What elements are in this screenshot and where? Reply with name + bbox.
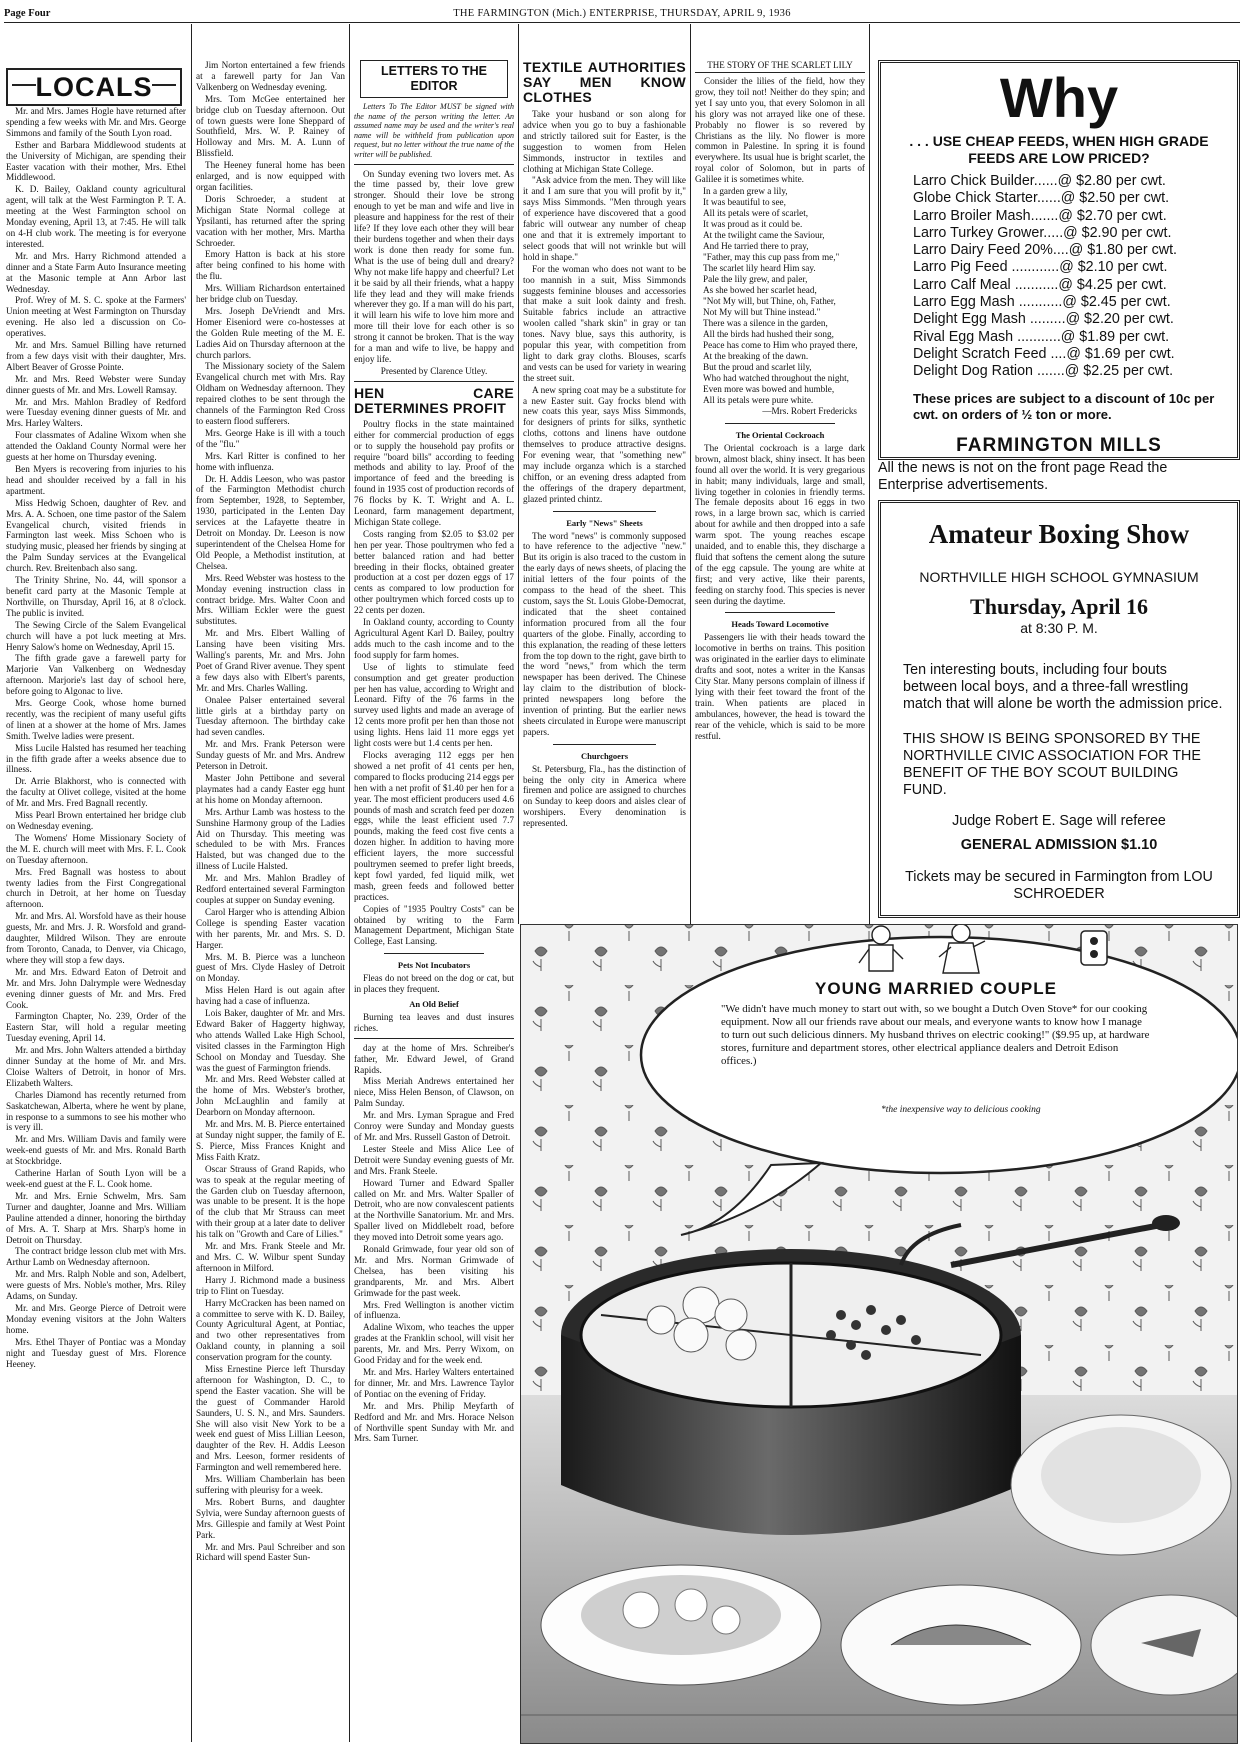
dutch-oven-ad (520, 924, 1238, 1744)
paragraph: Mr. and Mrs. Harley Walters entertained for dinner, Mr. and Mrs. Lawrence Taylor of Pontiac on the evening of Friday. (354, 1367, 514, 1399)
paragraph: Miss Hedwig Schoen, daughter of Rev. and Mrs. A. A. Schoen, one time pastor of the Salem Evangelical church, visited friends in Farmington last week. Miss Schoen who is studying music, pleased her friends by singing at the Palm Sunday services at the Evangelical church. Rev. Breitenbach also sang. (6, 497, 186, 574)
paragraph: Mr. and Mrs. George Pierce of Detroit were Monday evening visitors at the John Walters home. (6, 1302, 186, 1335)
poem-line: At the breaking of the dawn. (703, 351, 809, 362)
paragraph: Copies of "1935 Poultry Costs" can be obtained by writing to the Farm Management Department, Michigan State College, East Lansing. (354, 903, 514, 947)
page-header (4, 6, 1240, 23)
oven-ad-quote: "We didn't have much money to start out with, so we bought a Dutch Oven Stove* for our cooking equipment. Now all our friends rave about our meals, and everyone wants to know how I manage to turn out such delicious dinners. My husband thrives on electric cooking!" ($9.95 up, at hardware stores, furniture and department stores, other electrical appliance dealers and Detroit Edison offices.) (721, 1003, 1150, 1067)
paragraph: Jim Norton entertained a few friends at a farewell party for Jan Van Valkenberg on Wednesday evening. (196, 60, 345, 92)
paragraph: Mr. and Mrs. Philip Meyfarth of Redford and Mr. and Mrs. Horace Nelson of Northville spent Sunday with Mr. and Mrs. Sam Turner. (354, 1400, 514, 1444)
locals-banner (6, 68, 182, 106)
paragraph: Mrs. Tom McGee entertained her bridge club on Tuesday afternoon. Out of town guests were Ione Sheppard of Southfield, Mrs. W. P. Rainey of Holloway and Mrs. M. A. Lunn of Blissfield. (196, 93, 345, 159)
price-item: Globe Chick Starter......@ $2.50 per cwt. (913, 190, 1170, 207)
divider (354, 381, 514, 382)
boxing-tickets: Tickets may be secured in Farmington from LOU SCHROEDER (905, 869, 1213, 902)
paragraph: Farmington Chapter, No. 239, Order of the Eastern Star, will hold a regular meeting Tuesday evening, April 14. (6, 1011, 186, 1044)
paragraph: Charles Diamond has recently returned from Saskatchewan, Alberta, where he went by plane, in response to a summons to see his mother who is very ill. (6, 1089, 186, 1133)
paragraph: Howard Turner and Edward Spaller called on Mr. and Mrs. Walter Spaller of Detroit, who are now convalescent patients at the Northville Sanatorium. Mr. and Mrs. Spaller lived on Middlebelt road, before they moved into Detroit some years ago. (354, 1177, 514, 1243)
paragraph: Onalee Palser entertained several little girls at a birthday party on Tuesday afternoon. The birthday cake had seven candles. (196, 694, 345, 738)
paragraph: Carol Harger who is attending Albion College is spending Easter vacation with her parents, Mr. and Mrs. S. D. Harger. (196, 906, 345, 950)
belief-subhead: An Old Belief (409, 999, 459, 1009)
lily-poem (703, 186, 865, 406)
electric-plug-icon (1081, 931, 1107, 965)
ad-title: Why (999, 66, 1119, 129)
belief-text: Burning tea leaves and dust insures riches. (354, 1011, 514, 1033)
paragraph: Mr. and Mrs. Reed Webster called at the home of Mrs. Webster's brother, John McLaughlin and family at Dearborn on Monday afternoon. (196, 1074, 345, 1118)
hen-care-body (354, 419, 514, 948)
poem-line: "Not My will, but Thine, oh, Father, (703, 296, 836, 307)
textile-heading: TEXTILE AUTHORITIES SAY MEN KNOW CLOTHES (523, 60, 686, 105)
boxing-venue: NORTHVILLE HIGH SCHOOL GYMNASIUM (919, 569, 1199, 585)
poem-line: "Father, may this cup pass from me," (703, 252, 840, 263)
poem-line: Even more was bowed and humble, (703, 384, 835, 395)
paragraph: On Sunday evening two lovers met. As the time passed by, their love grew stronger. Should their love be strong enough to yet be man and wife and live in pleasure and happiness for the rest of their life? If they love each other they will bear their burdens together and when their days work is done then ready for some fun. What is the use of being dull and dreary? Why not make life happy and cheerful? Let it be said by all their friends, what a happy life they lead and they will make friends wherever they go. If a man will do his part, it will learn his wife to love him more and more till their love for each other is so strong it cannot be broken. That is the way for a man and wife to live, be happy and enjoy life. (354, 168, 514, 364)
paragraph: Miss Helen Hard is out again after having had a case of influenza. (196, 985, 345, 1007)
lily-author: —Mrs. Robert Fredericks (762, 406, 857, 417)
paragraph: Mr. and Mrs. William Davis and family were week-end guests of Mr. and Mrs. Ronald Barth at Stockbridge. (6, 1134, 186, 1167)
discount-note: These prices are subject to a discount of 10c per cwt. on orders of ½ ton or more. (913, 390, 1215, 422)
paragraph: The Sewing Circle of the Salem Evangelical church will have a pot luck meeting at Mrs. Henry Salow's home on Wednesday, April 15. (6, 619, 186, 652)
paragraph: Esther and Barbara Middlewood students at the University of Michigan, are spending their Easter vacation with their mother, Mrs. Ethel Middlewood. (6, 139, 186, 183)
paragraph: A new spring coat may be a substitute for a new Easter suit. Gay frocks blend with new coats this year, says Miss Simmonds, for designers of prints for silks, synthetic cloths, cottons and linens have outdone themselves to produce attractive designs. For evening wear, that "something new" may include organza which is a starched chiffon, or an evening dress adapted from the offerings of the drapery department, glazed printed chintz. (523, 384, 686, 504)
paragraph: Mr. and Mrs. Frank Peterson were Sunday guests of Mr. and Mrs. Andrew Peterson in Detroit. (196, 739, 345, 772)
poem-line: The scarlet lily heard Him say. (703, 263, 816, 274)
price-item: Delight Dog Ration .......@ $2.25 per cwt. (913, 363, 1174, 380)
paragraph: Mr. and Mrs. Lyman Sprague and Fred Conroy were Sunday and Monday guests of Mr. and Mrs. Russell Gaston of Detroit. (354, 1110, 514, 1142)
farmington-mills-ad (878, 60, 1240, 460)
locomotive-subhead: Heads Toward Locomotive (731, 619, 829, 630)
page-number: Page Four (4, 8, 51, 19)
paragraph: Mrs. William Chamberlain has been suffering with pleurisy for a week. (196, 1474, 345, 1495)
price-list (913, 173, 1223, 381)
paragraph: The Missionary society of the Salem Evangelical church met with Mrs. Ray Oldham on Wednesday afternoon. They repaired clothes to be sent through the channels of the Farmington Red Cross to eastern flood sufferers. (196, 361, 345, 426)
paragraph: Mr. and Mrs. Elbert Walling of Lansing have been visiting Mrs. Walling's parents, Mr. and Mrs. John Poet of Grand River avenue. They spent a few days also with Elbert's parents, Mr. and Mrs. Charles Walling. (196, 628, 345, 693)
paragraph: Mr. and Mrs. Frank Steele and Mr. and Mrs. C. W. Wilbur spent Sunday afternoon in Milford. (196, 1241, 345, 1273)
poem-line: At the twilight came the Saviour, (703, 230, 825, 241)
paragraph: The Heeney funeral home has been enlarged, and is now equipped with organ facilities. (196, 160, 345, 192)
paragraph: Costs ranging from $2.05 to $3.02 per hen per year. Those poultrymen who fed a better balanced ration and had better breeding in their flocks, obtained greater production at a cost per dozen eggs of 17 cents as compared to low production for other poultrymen which forced costs up to 22 cents per dozen. (354, 528, 514, 616)
paragraph: Poultry flocks in the state maintained either for commercial production of eggs or to supply the household pay profits or require "board bills" according to feeding methods and ability to lay. Proof of the importance of feed and the breeding is found in 1935 cost of production records of 76 flocks by K. T. Wright and A. L. Leonard, farm management department, Michigan State college. (354, 418, 514, 527)
paragraph: Ronald Grimwade, four year old son of Mr. and Mrs. Norman Grimwade of Chelsea, has been visiting his grandparents, Mr. and Mrs. Albert Grimwade for the past week. (354, 1244, 514, 1298)
paragraph: Mrs. M. B. Pierce was a luncheon guest of Mrs. Clyde Hasley of Detroit on Monday. (196, 951, 345, 984)
paragraph: Mr. and Mrs. M. B. Pierce entertained at Sunday night supper, the family of E. S. Pierce, Miss Frances Knight and Miss Faith Kratz. (196, 1119, 345, 1162)
paragraph: Mrs. George Hake is ill with a touch of the "flu." (196, 427, 345, 449)
poem-line: Peace has come to Him who prayed there, (703, 340, 858, 351)
pets-subhead: Pets Not Incubators (397, 960, 471, 971)
paragraph: Mrs. Robert Burns, and daughter Sylvia, were Sunday afternoon guests of Mrs. Gillespie and family at West Point Park. (196, 1496, 345, 1540)
locals-continued (354, 1043, 514, 1445)
paragraph: Harry McCracken has been named on a committee to serve with K. D. Bailey, County Agricultural Agent, at Pontiac, and two other representatives from Oakland county, in planning a soil conservation program for the county. (196, 1297, 345, 1363)
column-4 (523, 60, 686, 922)
boxing-referee: Judge Robert E. Sage will referee (952, 813, 1166, 829)
divider (354, 1038, 514, 1039)
paragraph: Mrs. Reed Webster was hostess to the Monday evening instruction class in contract bridge. Mrs. Walter Coon and Mrs. William Eckler were the guest substitutes. (196, 572, 345, 627)
paragraph: Doris Schroeder, a student at Michigan State Normal college at Ypsilanti, has returned after the spring vacation with her mother, Mrs. Martha Schroeder. (196, 193, 345, 248)
paragraph: Mr. and Mrs. Reed Webster were Sunday dinner guests of Mr. and Mrs. Lowell Ramsay. (6, 373, 186, 395)
news-sheets-text: The word "news" is commonly supposed to have reference to the adjective "new." But its origin is also traced to the custom in the early days of news sheets, of placing the initial letters of the four points of the compass to the head of the sheet. This custom, says the St. Louis Globe-Democrat, indicated that the sheet contained information procured from all the four quarters of the globe. Finally, according to this explanation, the reading of these letters from the top down to the right, gave birth to the word "news," from which the term newspaper has been derived. The Chinese lay claim to the distribution of block-printed newspapers long before the invention of printing. But the earlier news sheets circulated in Europe were manuscript papers. (523, 530, 686, 737)
news-sheets-subhead: Early "News" Sheets (566, 517, 643, 528)
paragraph: Mr. and Mrs. Mahlon Bradley of Redford entertained several Farmington couples at supper on Sunday evening. (196, 873, 345, 905)
paragraph: Ben Myers is recovering from injuries to his head and shoulder received by a fall in his apartment. (6, 464, 186, 496)
pets-text: Fleas do not breed on the dog or cat, but in places they frequent. (354, 973, 514, 995)
boxing-show-ad (878, 500, 1240, 918)
paragraph: K. D. Bailey, Oakland county agricultural agent, will talk at the West Farmington P. T. A. meeting at the West Farmington school on Monday evening, April 13, at 7:45. He will talk on 4-H club work. The meeting is for everyone interested. (6, 184, 186, 249)
locals-title: LOCALS (35, 72, 153, 102)
divider (725, 423, 835, 424)
price-item: Larro Dairy Feed 20%....@ $1.80 per cwt. (913, 242, 1178, 259)
column-rule (518, 24, 519, 924)
paragraph: Emory Hatton is back at his store after being confined to his home with the flu. (196, 249, 345, 282)
paragraph: Prof. Wrey of M. S. C. spoke at the Farmers' Union meeting at West Farmington on Thursday evening. He also led a discussion on Co-operatives. (6, 295, 186, 339)
column-5 (695, 60, 865, 922)
boxing-date: Thursday, April 16 (970, 594, 1148, 619)
locals-column-1 (6, 106, 186, 1742)
paragraph: Lester Steele and Miss Alice Lee of Detroit were Sunday evening guests of Mr. and Mrs. Frank Steele. (354, 1143, 514, 1176)
paragraph: Catherine Harlan of South Lyon will be a week-end guest at the F. L. Cook home. (6, 1168, 186, 1189)
paragraph: The Womens' Home Missionary Society of the M. E. church will meet with Mrs. F. L. Cook on Tuesday afternoon. (6, 832, 186, 865)
poem-line: Not My will but Thine instead." (703, 307, 821, 318)
paragraph: Mrs. George Cook, whose home burned recently, was the recipient of many useful gifts of linen at a shower at the home of Mrs. James Smith. Twelve ladies were present. (6, 698, 186, 741)
paragraph: Mr. and Mrs. James Hogle have returned after spending a few weeks with Mr. and Mrs. George Simmons and family of the South Lyon road. (6, 106, 186, 138)
paragraph: Miss Pearl Brown entertained her bridge club on Wednesday evening. (6, 810, 186, 831)
price-item: Delight Scratch Feed ....@ $1.69 per cwt. (913, 345, 1175, 362)
paragraph: Miss Meriah Andrews entertained her niece, Miss Helen Benson, of Clawson, on Palm Sunday. (354, 1076, 514, 1109)
letters-notice: Letters To The Editor MUST be signed with the name of the person writing the letter. An assumed name may be used and the writer's real name will be withheld from publication upon request, but no letter without the true name of the writer will be published. (354, 102, 514, 159)
locals-column-2 (196, 60, 345, 1742)
divider (553, 511, 656, 512)
oven-ad-title: YOUNG MARRIED COUPLE (815, 979, 1057, 998)
paragraph: Flocks averaging 112 eggs per hen showed a net profit of 41 cents per hen, compared to flocks producing 214 eggs per hen with a net profit of $1.40 per hen for a year. The most efficient producers used 4.6 pounds of mash and scratch feed per dozen eggs, while the least efficient used 7.7 pounds, making the feed cost five cents a dozen higher. In addition to having more efficient layers, the more successful poultrymen seemed to prefer light breeds, kept fowl yarded, fed liquid milk, wet mash, green feeds and followed better practices. (354, 749, 514, 902)
paragraph: For the woman who does not want to be too mannish in a suit, Miss Simmonds suggests feminine blouses and accessories that make a suit look dainty and fresh. Suitable fabrics include an attractive woolen called "shark skin" in gray or tan tones. Navy blue, says this authority, is popular this year, with competition from light to dark gray cloths. Blouses, scarfs and vests can be used for variety in wearing the street suit. (523, 263, 686, 383)
paragraph: Dr. H. Addis Leeson, who was pastor of the Farmington Methodist church from September, 1928, to September, 1930, participated in the Lenten Day services at the Lafayette theatre in Detroit on Monday. Dr. Leeson is now superintendent of the Chelsea Home for Old People, a Methodist institution, at Chelsea. (196, 473, 345, 571)
column-rule (869, 24, 870, 924)
paragraph: Oscar Strauss of Grand Rapids, who was to speak at the regular meeting of the Garden club on Tuesday afternoon, was unable to be present. It is the hope of the club that Mr Strauss can meet with their group at a later date to deliver his talk on "Growth and Care of Lilies." (196, 1163, 345, 1240)
divider (725, 612, 835, 613)
column-3 (354, 60, 514, 1742)
poem-line: All the birds had hushed their song, (703, 329, 834, 340)
news-note: All the news is not on the front page Read the Enterprise advertisements. (878, 460, 1168, 493)
price-item: Larro Pig Feed ............@ $2.10 per cwt. (913, 259, 1168, 276)
paragraph: Master John Pettibone and several playmates had a candy Easter egg hunt at his home on Monday afternoon. (196, 773, 345, 805)
hen-care-heading: HEN CARE DETERMINES PROFIT (354, 384, 514, 416)
paragraph: Mrs. Karl Ritter is confined to her home with influenza. (196, 450, 345, 472)
divider (384, 953, 484, 954)
poem-line: As she bowed her scarlet head, (703, 285, 817, 296)
paragraph: Adaline Wixom, who teaches the upper grades at the Franklin school, will visit her parents, Mr. and Mrs. Perry Wixom, on Good Friday and for the week end. (354, 1322, 514, 1366)
paragraph: The contract bridge lesson club met with Mrs. Arthur Lamb on Wednesday afternoon. (6, 1246, 186, 1268)
paragraph: Mrs. Fred Bagnall was hostess to about twenty ladies from the First Congregational church in Detroit, at her home on Tuesday afternoon. (6, 866, 186, 910)
boxing-sponsor: THIS SHOW IS BEING SPONSORED BY THE NORTHVILLE CIVIC ASSOCIATION FOR THE BENEFIT OF THE BOY SCOUT BUILDING FUND. (903, 731, 1201, 798)
poem-line: Who had watched throughout the night, (703, 373, 849, 384)
column-rule (349, 24, 350, 1742)
boxing-time: at 8:30 P. M. (1020, 620, 1098, 636)
churchgoers-text: St. Petersburg, Fla., has the distinction of being the only city in America where firemen and police are assigned to churches on Sunday to keep doors and aisles clear of worshipers. Every denomination is represented. (523, 763, 686, 829)
banner-ornament (152, 84, 176, 86)
divider (354, 164, 514, 165)
locomotive-text: Passengers lie with their heads toward the locomotive in berths on trains. This position was originated in the earlier days to eliminate drafts and soot, notes a writer in the Kansas City Star. Many persons complain of illness if lying with their feet toward the front of the train. When patients are placed in ambulances, however, the head is toward the rear of the vehicle, which is said to be more restful. (695, 632, 865, 741)
poem-line: All its petals were pure white. (703, 395, 814, 406)
paragraph: Take your husband or son along for advice when you go to buy a fashionable and strictly tailored suit for Easter, is the suggestion to women from Helen Simmonds, instructor in textiles and clothing at Michigan State College. (523, 109, 686, 174)
paragraph: Mr. and Mrs. Ernie Schwelm, Mrs. Sam Turner and daughter, Joanne and Mrs. William Pauline attended a dinner, honoring the birthday of Mrs. A. T. Sharp at Mrs. Sharp's home in Detroit on Thursday. (6, 1190, 186, 1245)
paragraph: The fifth grade gave a farewell party for Marjorie Van Valkenberg on Wednesday afternoon. Marjorie's last day of school here, before going to Algonac to live. (6, 653, 186, 697)
paragraph: day at the home of Mrs. Schreiber's father, Mr. Edward Jewel, of Grand Rapids. (354, 1042, 514, 1075)
paragraph: Mr. and Mrs. Al. Worsfold have as their house guests, Mr. and Mrs. J. R. Worsfold and grand-daughter, Mildred Wilson. They are enroute from Toronto, Canada, to Denver, via Chicago, where they will stop a few days. (6, 911, 186, 965)
paragraph: Miss Lucile Halsted has resumed her teaching in the fifth grade after a weeks absence due to illness. (6, 742, 186, 775)
price-item: Larro Turkey Grower.....@ $2.90 per cwt. (913, 224, 1172, 241)
paragraph: Miss Ernestine Pierce left Thursday afternoon for Washington, D. C., to spend the Easter vacation. She will be the guest of Commander Harold Saunders, U. S. N., and Mrs. Saunders. She will also visit New York to be a week end guest of Miss Lillian Leeson, daughter of the Rev. H. Addis Leeson and Mrs. Leeson, former residents of Farmington and well remembered here. (196, 1364, 345, 1473)
poem-line: There was a silence in the garden, (703, 318, 828, 329)
poem-line: It was proud as it could be. (703, 219, 803, 230)
boxing-admission: GENERAL ADMISSION $1.10 (960, 837, 1158, 853)
paragraph: Mr. and Mrs. Edward Eaton of Detroit and Mr. and Mrs. John Dalrymple were Wednesday evening dinner guests of Mr. and Mrs. Fred Cook. (6, 966, 186, 1010)
paragraph: Mr. and Mrs. Ralph Noble and son, Adelbert, were guests of Mrs. Noble's mother, Mrs. Riley Adams, on Sunday. (6, 1269, 186, 1302)
column-rule (191, 24, 192, 1742)
paragraph: The Trinity Shrine, No. 44, will sponsor a benefit card party at the Masonic Temple at Northville, on Thursday, April 16, at 8 o'clock. The public is invited. (6, 575, 186, 618)
paragraph: Dr. Arrie Blakhorst, who is connected with the faculty at Olivet college, visited at the home of Mr. and Mrs. Fred Bagnall recently. (6, 776, 186, 809)
price-item: Larro Egg Mash ...........@ $2.45 per cwt. (913, 294, 1171, 311)
paragraph: Mrs. Fred Wellington is another victim of influenza. (354, 1299, 514, 1321)
paragraph: Mr. and Mrs. Samuel Billing have returned from a few days visit with their daughter, Mrs. Albert Beaver of Grosse Pointe. (6, 340, 186, 372)
letters-signoff: Presented by Clarence Utley. (380, 365, 488, 376)
poem-line: In a garden grew a lily, (703, 186, 788, 197)
paragraph: Lois Baker, daughter of Mr. and Mrs. Edward Baker of Haggerty highway, who attends Walled Lake High School, visited classes in the Farmington High School on Monday and Tuesday. She was the guest of Farmington friends. (196, 1008, 345, 1073)
paragraph: Mr. and Mrs. Paul Schreiber and son Richard will spend Easter Sun- (196, 1541, 345, 1563)
paragraph: Mrs. Arthur Lamb was hostess to the Sunshine Harmony group of the Ladies Aid on Thursday. This meeting was scheduled to be with Mrs. Frances Halsted, but was changed due to the illness of Lucile Halsted. (196, 806, 345, 872)
price-item: Rival Egg Mash ...........@ $1.89 per cwt. (913, 328, 1170, 345)
paragraph: Mrs. William Richardson entertained her bridge club on Tuesday. (196, 283, 345, 305)
price-item: Larro Broiler Mash.......@ $2.70 per cwt. (913, 207, 1167, 224)
poem-line: All its petals were of scarlet, (703, 208, 809, 219)
lily-intro: Consider the lilies of the field, how they grow, they toil not! Neither do they spin; and yet I say unto you, that every Solomon in all his glory was not arrayed like one of these. Probably no flower is so revered by Christians as the lily. No flower is more common in Palestine. In spring it is found everywhere. Its usual hue is bright scarlet, the royal color of Solomon, but in parts of Galilee it is sometimes white. (695, 76, 865, 185)
divider (553, 744, 656, 745)
oven-ad-footnote: *the inexpensive way to delicious cooking (881, 1105, 1041, 1115)
price-item: Larro Calf Meal ...........@ $4.25 per cwt. (913, 276, 1167, 293)
company-name: FARMINGTON MILLS (956, 434, 1162, 456)
poem-line: And He tarried there to pray, (703, 241, 809, 252)
ad-question: . . . USE CHEAP FEEDS, WHEN HIGH GRADE FEEDS ARE LOW PRICED? (909, 133, 1209, 166)
paragraph: Harry J. Richmond made a business trip to Flint on Tuesday. (196, 1274, 345, 1296)
boxing-description: Ten interesting bouts, including four bouts between local boys, and a three-fall wrestling match that will alone be worth the admission price. (903, 662, 1223, 712)
price-item: Larro Chick Builder......@ $2.80 per cwt. (913, 173, 1166, 189)
paragraph: Mr. and Mrs. John Walters attended a birthday dinner Sunday at the home of Mr. and Mrs. Cloise Walters of Detroit, in honor of Mrs. Elizabeth Walters. (6, 1045, 186, 1088)
poem-line: Pale the lily grew, and paler, (703, 274, 808, 285)
letters-body (354, 169, 514, 365)
textile-body (523, 109, 686, 505)
paragraph: Mr. and Mrs. Harry Richmond attended a dinner and a State Farm Auto Insurance meeting at the Masonic temple at Ann Arbor last Wednesday. (6, 250, 186, 294)
letters-heading: LETTERS TO THE EDITOR (360, 60, 508, 98)
price-item: Delight Egg Mash .........@ $2.20 per cwt. (913, 311, 1174, 328)
paragraph: Mrs. Ethel Thayer of Pontiac was a Monday night and Tuesday guest of Mrs. Florence Heeney. (6, 1336, 186, 1369)
lily-heading: THE STORY OF THE SCARLET LILY (695, 60, 865, 73)
banner-ornament (12, 84, 36, 86)
column-rule (690, 24, 691, 924)
poem-line: It was beautiful to see, (703, 197, 786, 208)
paragraph: "Ask advice from the men. They will like it and I am sure that you will profit by it," says Miss Simmonds. "Men through years of experience have discovered that a good fabric will outwear any number of cheap one and that it is extremely important to select goods that will not wrinkle but will hold in shape." (523, 175, 686, 262)
cockroach-text: The Oriental cockroach is a large dark brown, almost black, shiny insect. It has been found all over the world. It is very gregarious in habit; many individuals, large and small, living together in colonies in friendly terms. The female deposits about 16 eggs in two rows, in a large brown sac, which is carried about for awhile and then dropped into a safe warm spot. The young reaches escape unaided, and to enable this, they discharge a fluid that softens the cement along the suture of the egg capsule. The young are white at first; and very active, like their parents, feeding on starchy food. This species is never seen during the daytime. (695, 442, 865, 606)
cockroach-subhead: The Oriental Cockroach (735, 429, 825, 440)
churchgoers-subhead: Churchgoers (580, 750, 629, 761)
paragraph: In Oakland county, according to County Agricultural Agent Karl D. Bailey, poultry adds much to the cash income and to the food supply for farm homes. (354, 617, 514, 660)
boxing-title: Amateur Boxing Show (928, 519, 1190, 549)
poem-line: But the proud and scarlet lily, (703, 362, 812, 373)
paragraph: Four classmates of Adaline Wixom when she attended the Oakland County Normal were her guests at her home on Thursday evening. (6, 430, 186, 463)
paragraph: Use of lights to stimulate feed consumption and get greater production per hen has value, according to Wright and Leonard. Fifty of the 76 farms in the survey used lights and made an average of 12 cents more profit per hen than those not using lights. Hens laid 11 more eggs yet light costs were but 1.4 cents per hen. (354, 661, 514, 749)
paragraph: Mrs. Joseph DeVriendt and Mrs. Homer Eiseniord were co-hostesses at the Golden Rule meeting of the M. E. Ladies Aid on Thursday afternoon at the church parlors. (196, 305, 345, 360)
masthead: THE FARMINGTON (Mich.) ENTERPRISE, THURSDAY, APRIL 9, 1936 (453, 8, 791, 19)
paragraph: Mr. and Mrs. Mahlon Bradley of Redford were Tuesday evening dinner guests of Mr. and Mrs. Harley Walters. (6, 396, 186, 429)
